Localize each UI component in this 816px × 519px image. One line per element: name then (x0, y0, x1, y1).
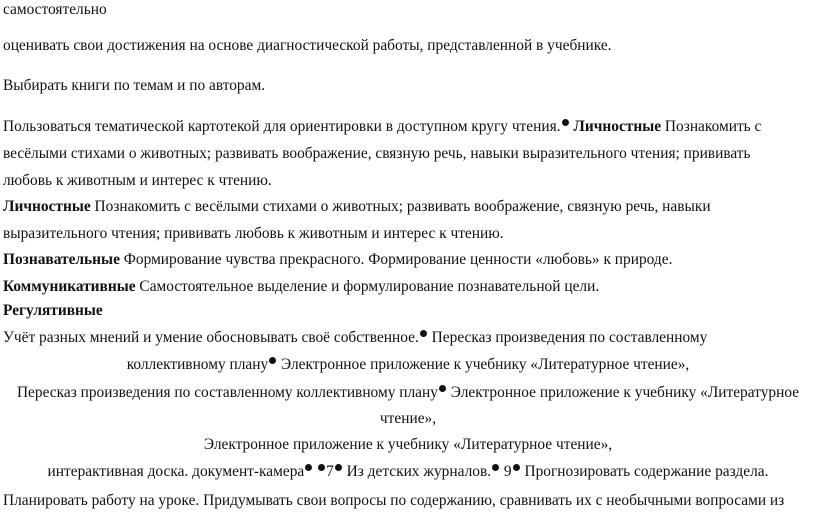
bullet-icon (318, 464, 325, 471)
heading-cognitive: Познавательные (3, 251, 120, 268)
bullet-icon (439, 385, 446, 392)
line-text: интерактивная доска. документ-камера (47, 463, 305, 480)
line-text: 9 (500, 463, 512, 480)
bullet-icon (492, 464, 499, 471)
bullet-icon (420, 330, 427, 337)
line-text: Пользоваться тематической картотекой для ориентировки в доступном кругу чтения. (3, 118, 561, 135)
text-line (3, 145, 751, 163)
line-text: оценивать свои достижения на основе диагностической работы, представленной в учебнике. (3, 37, 612, 54)
heading-personal: Личностные (3, 198, 91, 215)
text-line (0, 436, 816, 454)
line-text: Познакомить с весёлыми стихами о животных; развивать воображение, связную речь, навыки (90, 198, 711, 215)
text-line (0, 356, 816, 374)
text-line (3, 198, 711, 216)
line-text: Электронное приложение к учебнику «Литературное чтение», (277, 356, 690, 373)
text-line (3, 118, 761, 136)
bullet-icon (269, 357, 276, 364)
text-line (3, 492, 784, 510)
text-line (3, 77, 265, 95)
line-text: весёлыми стихами о животных; развивать воображение, связную речь, навыки выразительного чтения; прививать (3, 145, 751, 162)
line-text: Самостоятельное выделение и формулирование познавательной цели. (135, 278, 600, 295)
heading-personal: Личностные (573, 118, 662, 135)
text-line (3, 329, 707, 347)
line-text: Электронное приложение к учебнику «Литературное чтение», (203, 436, 613, 453)
text-line (3, 1, 107, 19)
line-text: Пересказ произведения по составленному коллективному плану (16, 384, 438, 401)
text-line (0, 463, 816, 481)
line-text: Выбирать книги по темам и по авторам. (3, 77, 266, 94)
text-line (3, 37, 612, 55)
line-text: Электронное приложение к учебнику «Литературное (446, 384, 800, 401)
line-text: Формирование чувства прекрасного. Формирование ценности «любовь» к природе. (119, 251, 673, 268)
text-line (0, 410, 816, 428)
line-text: Планировать работу на уроке. Придумывать свои вопросы по содержанию, сравнивать их с необычными вопросами из (3, 492, 785, 509)
line-text: Прогнозировать содержание раздела. (520, 463, 769, 480)
text-line (3, 302, 103, 320)
line-text: Из детских журналов. (342, 463, 492, 480)
bullet-icon (305, 464, 312, 471)
bullet-icon (513, 464, 520, 471)
line-text: 7 (326, 463, 334, 480)
bullet-icon (335, 464, 342, 471)
line-text: Познакомить с (661, 118, 762, 135)
line-text: коллективному плану (126, 356, 269, 373)
text-line (3, 172, 272, 190)
text-line (3, 225, 504, 243)
text-line (3, 251, 672, 269)
line-text: самостоятельно (3, 1, 107, 18)
line-text: выразительного чтения; прививать любовь к животным и интерес к чтению. (3, 225, 504, 242)
line-text: чтение», (379, 410, 437, 427)
text-line (0, 384, 816, 402)
heading-communicative: Коммуникативные (3, 278, 136, 295)
line-text: Пересказ произведения по составленному (427, 329, 708, 346)
heading-regulatory: Регулятивные (3, 302, 103, 319)
text-line (3, 278, 599, 296)
line-text: любовь к животным и интерес к чтению. (3, 172, 272, 189)
bullet-icon (562, 119, 569, 126)
line-text: Учёт разных мнений и умение обосновывать своё собственное. (3, 329, 419, 346)
